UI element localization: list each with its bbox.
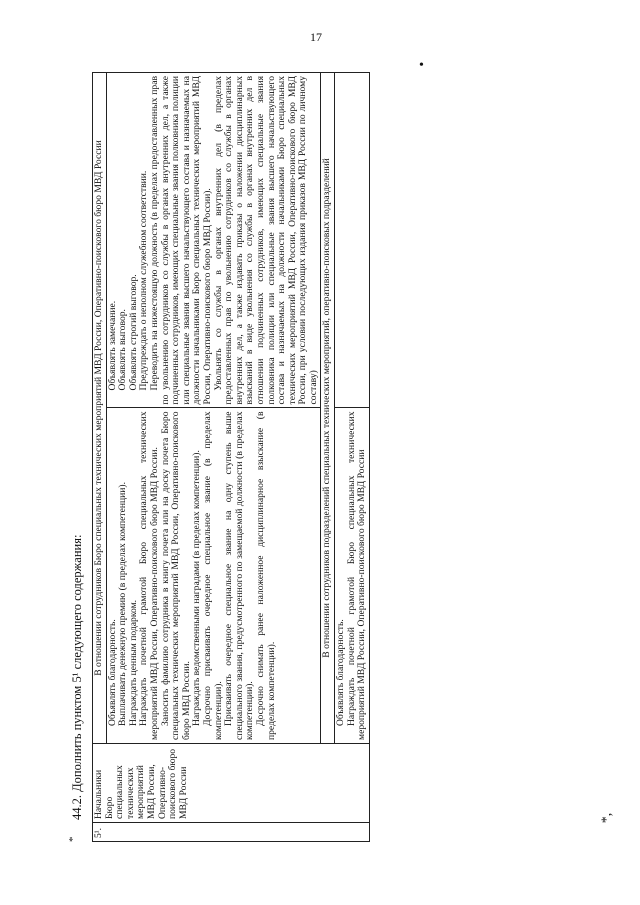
group1-header: В отношении сотрудников Бюро специальных технических мероприятий МВД России, Оперативно-поискового бюро МВД России — [93, 73, 107, 744]
list-item: Присваивать очередное специальное звание на одну ступень выше специального звания, предусмотренного по замещаемой должности (в пределах компетенции). — [223, 411, 256, 740]
list-item: Награждать ведомственными наградами (в пределах компетенции). — [191, 450, 203, 726]
penalties-cell — [106, 73, 321, 409]
group2-header: В отношении сотрудников подразделений специальных технических мероприятий, оперативно-поисковых подразделений — [321, 73, 335, 744]
list-item: Награждать ценным подарком. — [127, 599, 139, 726]
list-item: Объявлять строгий выговор. — [127, 274, 139, 391]
row-number: 5¹. — [93, 823, 370, 842]
group2-incentives-cell — [335, 408, 370, 744]
list-item: Выплачивать денежную премию (в пределах компетенции). — [117, 482, 129, 726]
list-item: Увольнять со службы в органах внутренних дел (в пределах предоставленных прав по увольнению сотрудников со службы в органах внутренних дел, а также издавать приказы о наложении дисциплинарных взысканий в виде увольнения со службы в органах внутренних дел в отношении подчиненных сотрудников, имеющих специальные звания полковника полиции или специальные звания высшего начальствующего состава и назначаемых на должности начальниками Бюро специальных технических мероприятий МВД России, Оперативно-поискового бюро МВД России, при условии последующих издания приказов МВД России по личному составу) — [212, 76, 319, 405]
list-item: Досрочно снимать ранее наложенное дисциплинарное взыскание (в пределах компетенции). — [254, 411, 277, 740]
list-item: Награждать почетной грамотой Бюро специальных технических мероприятий МВД России, Оперативно-поискового бюро МВД России — [345, 411, 368, 740]
scan-dot: • — [419, 58, 424, 73]
incentives-cell — [106, 408, 321, 744]
list-item: Награждать почетной грамотой Бюро специальных технических мероприятий МВД России, Оперативно-поискового бюро МВД России. — [138, 411, 160, 740]
list-item: Заносить фамилию сотрудника в книгу почета или на доску почета Бюро специальных технических мероприятий МВД России, Оперативно-поискового бюро МВД России. — [159, 411, 192, 740]
rotated-document — [62, 72, 512, 842]
list-item: Объявлять выговор. — [117, 309, 129, 391]
group2-empty-cell — [335, 73, 370, 409]
scan-mark: *, — [599, 812, 615, 824]
powers-table — [92, 72, 370, 842]
list-item: Досрочно присваивать очередное специальное звание (в пределах компетенции). — [201, 411, 224, 740]
list-item: Предупреждать о неполном служебном соответствии. — [138, 170, 150, 391]
list-item: Объявлять благодарность. — [106, 619, 118, 726]
position-cell: Начальники Бюро специальных технических мероприятий МВД России, Оперативно-поискового бюро МВД России — [93, 744, 370, 823]
list-item: Объявлять благодарность. — [335, 619, 347, 726]
page-number: 17 — [310, 30, 322, 44]
list-item: Объявлять замечание. — [106, 300, 118, 391]
margin-mark: * — [67, 836, 79, 842]
list-item: Переводить на нижестоящую должность (в пределах предоставленных прав по увольнению сотрудников со службы в органах внутренних дел, а также подчиненных сотрудников, имеющих специальные звания полковника полиции или специальные звания высшего начальствующего состава и назначаемых на должности начальниками Бюро специальных технических мероприятий МВД России, Оперативно-поискового бюро МВД России). — [148, 76, 213, 405]
amendment-heading: 44.2. Дополнить пунктом 5¹ следующего содержания: — [70, 534, 84, 820]
